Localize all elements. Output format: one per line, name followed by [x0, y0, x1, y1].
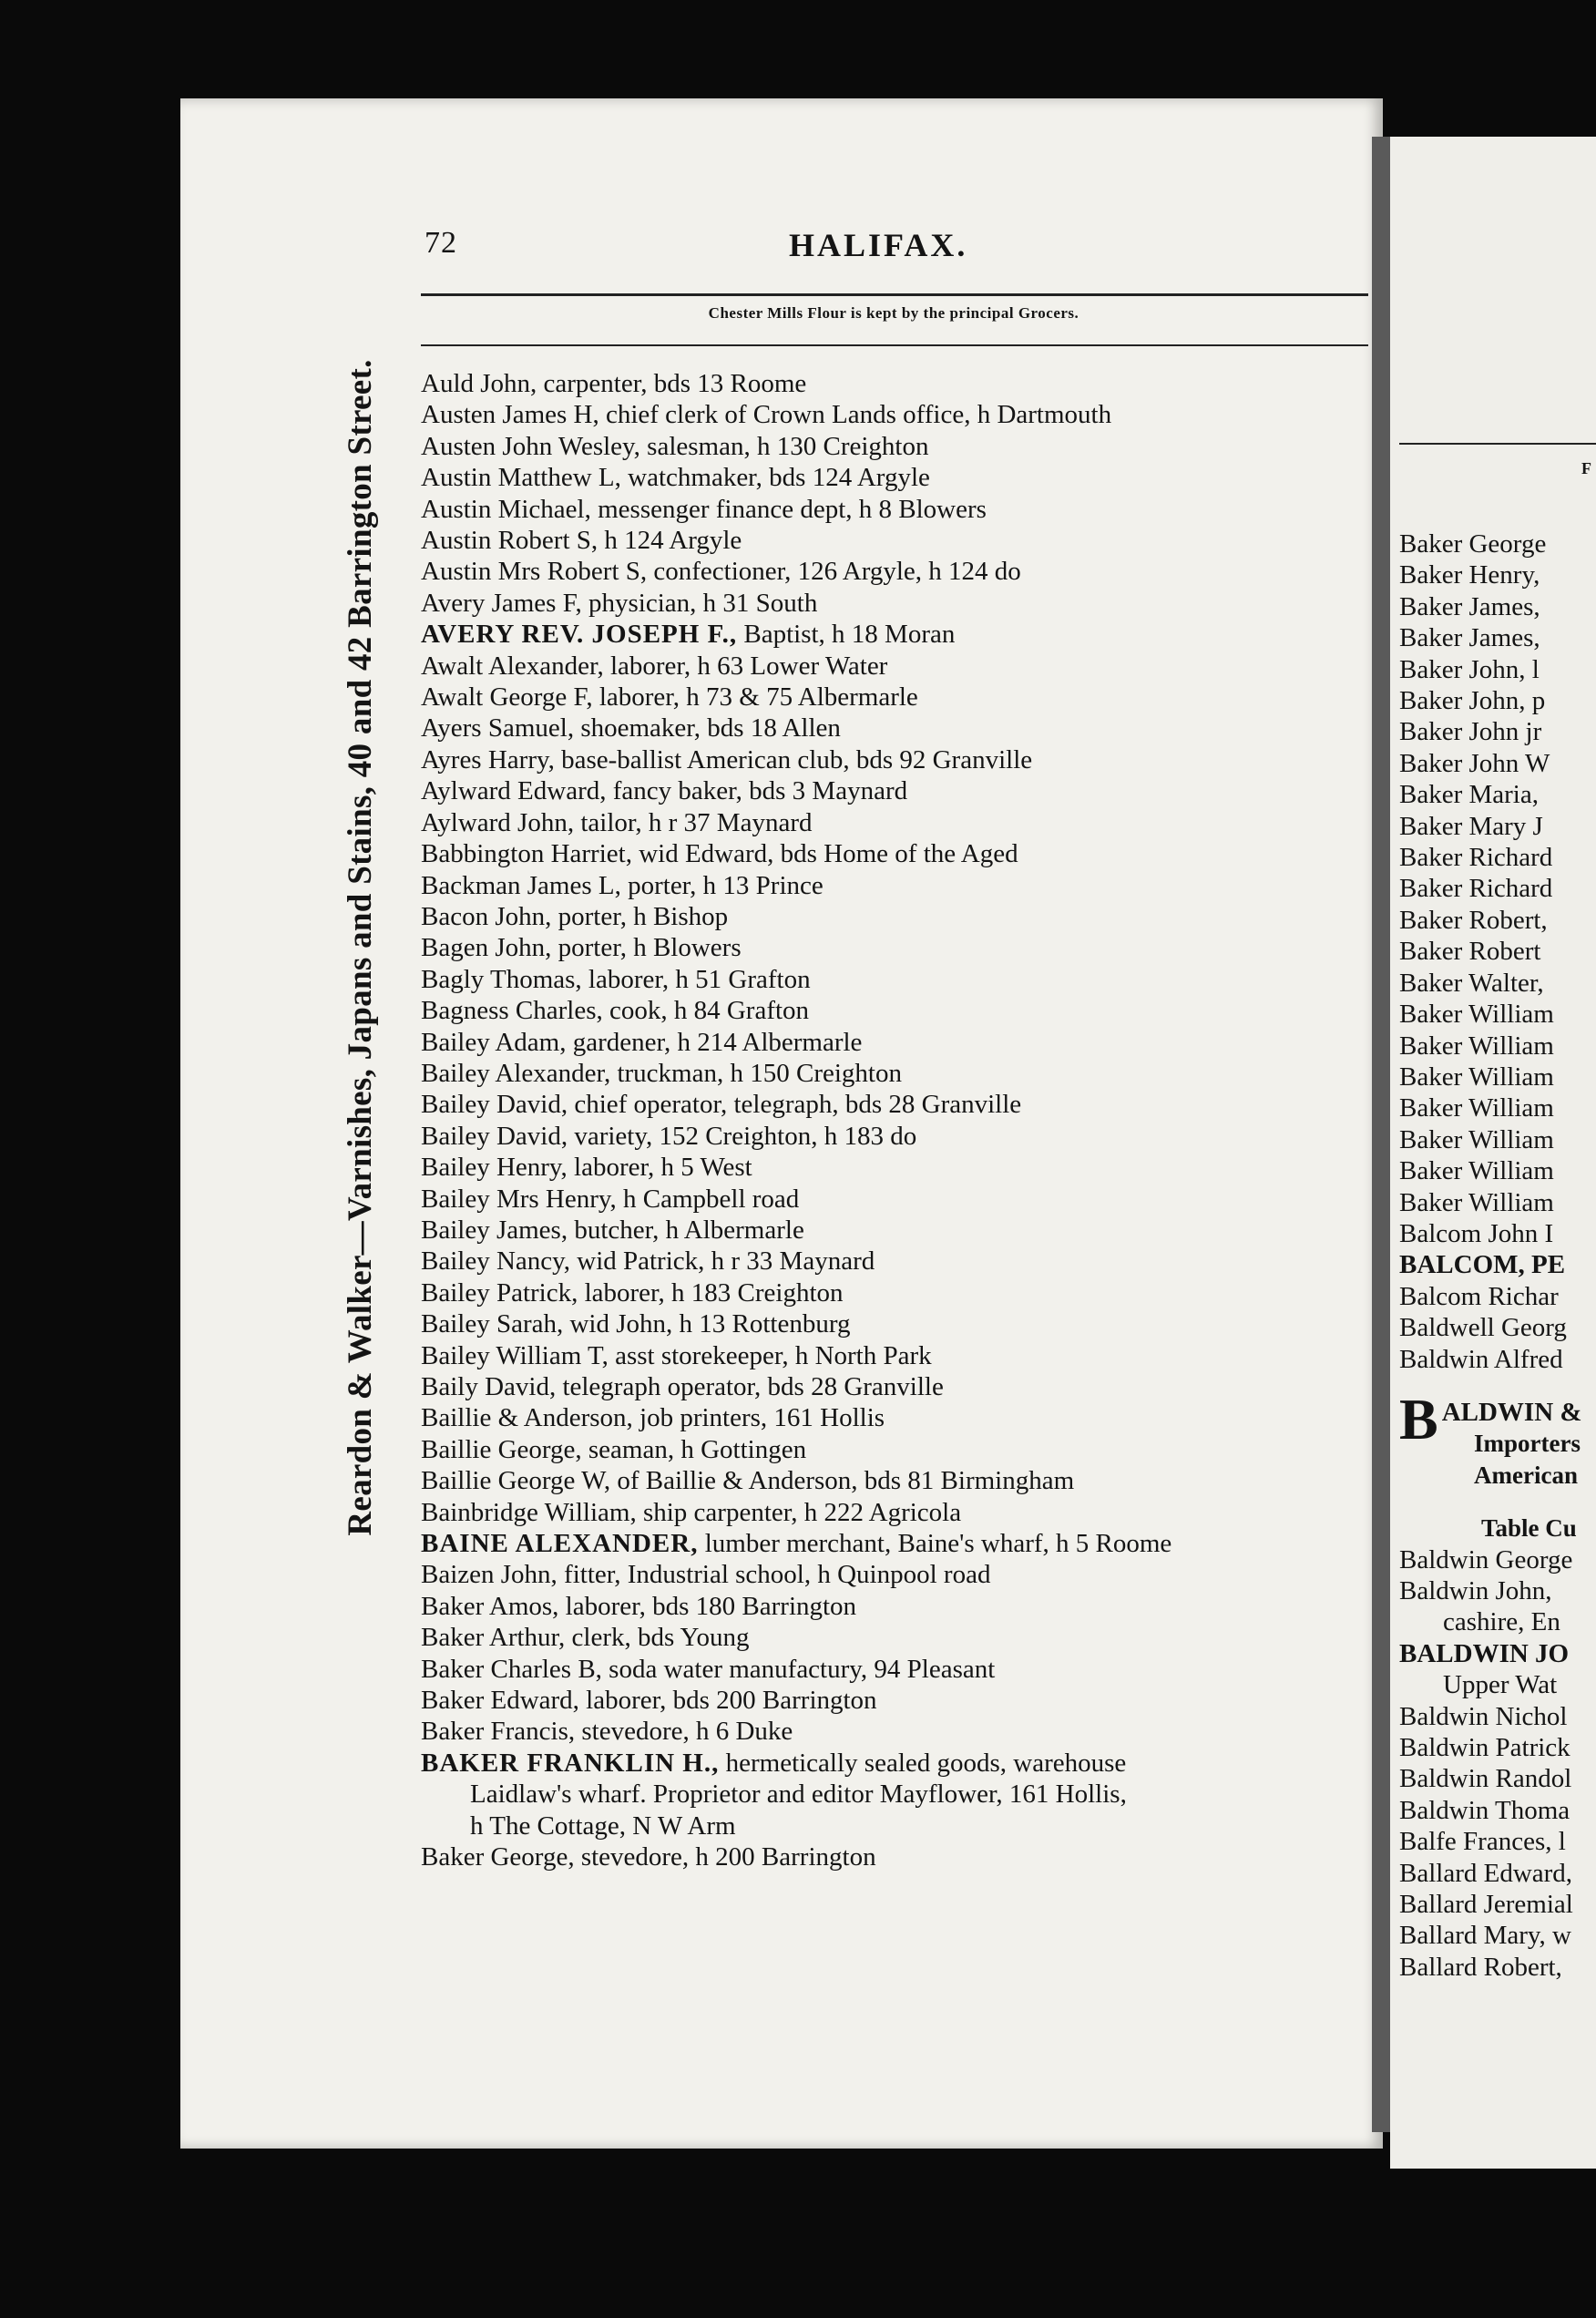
directory-entry: Baillie George, seaman, h Gottingen	[421, 1434, 807, 1464]
right-entry: Baker James,	[1399, 623, 1540, 653]
directory-entry: Austin Robert S, h 124 Argyle	[421, 526, 742, 556]
directory-entry: Awalt Alexander, laborer, h 63 Lower Water	[421, 651, 888, 681]
ad-dropcap: B	[1399, 1386, 1438, 1451]
directory-entry: Aylward John, tailor, h r 37 Maynard	[421, 807, 813, 837]
ad-rule	[421, 344, 1368, 346]
directory-entry: Bailey Sarah, wid John, h 13 Rottenburg	[421, 1309, 851, 1339]
right-entry: Baker James,	[1399, 591, 1540, 621]
directory-entry	[421, 1748, 1368, 1841]
directory-entry: Baizen John, fitter, Industrial school, h Quinpool road	[421, 1560, 991, 1590]
directory-entry: Aylward Edward, fancy baker, bds 3 Maynard	[421, 776, 908, 806]
right-ad-line: Importers	[1474, 1430, 1581, 1458]
directory-entry: Austin Matthew L, watchmaker, bds 124 Argyle	[421, 463, 930, 493]
right-entry: Balcom John I	[1399, 1218, 1554, 1248]
right-header-letter: F	[1581, 459, 1591, 477]
right-entry: Baker Richard	[1399, 843, 1553, 873]
right-entry: Baker Maria,	[1399, 780, 1539, 810]
right-entry: Baker Robert,	[1399, 905, 1548, 935]
directory-entry: Bainbridge William, ship carpenter, h 222 Agricola	[421, 1497, 962, 1527]
right-entry: Baldwin Alfred	[1399, 1344, 1563, 1374]
directory-entry: Bailey Patrick, laborer, h 183 Creighton	[421, 1277, 844, 1308]
directory-entry: Bailey James, butcher, h Albermarle	[421, 1215, 804, 1245]
right-entry: Baldwin George	[1399, 1544, 1573, 1574]
right-entry: Ballard Robert,	[1399, 1952, 1562, 1982]
right-entry: Baker William	[1399, 1187, 1554, 1217]
right-entry: Baker William	[1399, 1062, 1554, 1092]
spacer	[1399, 1491, 1596, 1513]
directory-entry: Baker Amos, laborer, bds 180 Barrington	[421, 1591, 857, 1621]
directory-entry: Bailey Henry, laborer, h 5 West	[421, 1153, 752, 1183]
right-entry: Baker John jr	[1399, 717, 1542, 747]
directory-entry: Bacon John, porter, h Bishop	[421, 901, 729, 931]
right-entry: Baker William	[1399, 1093, 1554, 1123]
right-entry: Baker John, l	[1399, 654, 1540, 684]
directory-entry: Bailey David, variety, 152 Creighton, h 183 do	[421, 1121, 917, 1151]
directory-entry: Bailey Alexander, truckman, h 150 Creighton	[421, 1058, 902, 1088]
directory-entry: Baker Arthur, clerk, bds Young	[421, 1623, 750, 1653]
right-directory-entries	[1399, 528, 1596, 1983]
directory-entry: Baillie & Anderson, job printers, 161 Hollis	[421, 1403, 885, 1433]
right-entry: Baker William	[1399, 1156, 1554, 1186]
right-entry: Baldwin John,	[1399, 1576, 1552, 1605]
directory-entry: Avery James F, physician, h 31 South	[421, 588, 818, 618]
header-rule	[421, 293, 1368, 296]
page-title: HALIFAX.	[789, 227, 968, 263]
ad-line: ALDWIN &	[1441, 1397, 1582, 1427]
entry-name-bold: AVERY REV. JOSEPH F.,	[421, 620, 738, 650]
header-advertisement: Chester Mills Flour is kept by the principal Grocers.	[708, 304, 1079, 322]
right-entry: Upper Wat	[1443, 1670, 1558, 1700]
entry-name-bold: BAKER FRANKLIN H.,	[421, 1748, 720, 1778]
entry-name-bold: BAINE ALEXANDER,	[421, 1529, 699, 1559]
right-entry: Ballard Edward,	[1399, 1858, 1573, 1888]
directory-entry: Bailey Mrs Henry, h Campbell road	[421, 1184, 800, 1214]
directory-entry: Baker Charles B, soda water manufactury, 94 Pleasant	[421, 1654, 996, 1684]
directory-entry: Baker Edward, laborer, bds 200 Barrington	[421, 1686, 877, 1716]
directory-entry: Baker George, stevedore, h 200 Barrington	[421, 1842, 876, 1872]
right-entry: Baker William	[1399, 1000, 1554, 1030]
right-entry: Baker John W	[1399, 748, 1550, 778]
directory-entry: Baillie George W, of Baillie & Anderson, bds 81 Birmingham	[421, 1466, 1075, 1496]
entry-continuation: h The Cottage, N W Arm	[470, 1810, 736, 1841]
entry-continuation: Laidlaw's wharf. Proprietor and editor Mayflower, 161 Hollis,	[470, 1780, 1127, 1810]
right-header-rule	[1399, 443, 1596, 445]
right-entry: Baker Walter,	[1399, 968, 1544, 998]
directory-entry: Babbington Harriet, wid Edward, bds Home of the Aged	[421, 839, 1018, 869]
directory-entry	[421, 619, 1368, 650]
directory-entry: Austen John Wesley, salesman, h 130 Creighton	[421, 431, 929, 461]
directory-entry: Awalt George F, laborer, h 73 & 75 Albermarle	[421, 682, 918, 713]
book-gutter	[1372, 137, 1390, 2132]
right-ad-line: American	[1474, 1461, 1578, 1489]
directory-entry: Backman James L, porter, h 13 Prince	[421, 870, 824, 900]
directory-entry: Bailey Adam, gardener, h 214 Albermarle	[421, 1027, 863, 1057]
directory-entry: Ayers Samuel, shoemaker, bds 18 Allen	[421, 713, 841, 744]
directory-entry: Bailey Nancy, wid Patrick, h r 33 Maynard	[421, 1246, 875, 1277]
directory-entry: Ayres Harry, base-ballist American club, bds 92 Granville	[421, 744, 1033, 774]
right-entry: Baker John, p	[1399, 686, 1546, 716]
directory-entry: Baily David, telegraph operator, bds 28 Granville	[421, 1372, 944, 1401]
right-entry: Baker Henry,	[1399, 560, 1540, 590]
right-entry: Balcom Richar	[1399, 1281, 1559, 1311]
directory-entry	[421, 1528, 1368, 1559]
right-entry: Baldwin Nichol	[1399, 1701, 1568, 1731]
directory-entry: Bailey William T, asst storekeeper, h North Park	[421, 1340, 932, 1370]
side-advertisement: Reardon & Walker—Varnishes, Japans and Stains, 40 and 42 Barrington Street.	[342, 359, 379, 1536]
entry-details: lumber merchant, Baine's wharf, h 5 Roome	[698, 1529, 1172, 1559]
right-entry: Baker William	[1399, 1124, 1554, 1154]
right-entry: Baldwin Randol	[1399, 1764, 1572, 1794]
right-entry: Baker Robert	[1399, 937, 1541, 967]
directory-entries	[421, 368, 1368, 1873]
directory-entry: Auld John, carpenter, bds 13 Roome	[421, 369, 807, 398]
right-entry: BALCOM, PE	[1399, 1250, 1566, 1280]
right-entry: Ballard Jeremial	[1399, 1890, 1573, 1920]
right-entry: Baker William	[1399, 1031, 1554, 1061]
directory-entry: Bagly Thomas, laborer, h 51 Grafton	[421, 964, 811, 994]
entry-details: hermetically sealed goods, warehouse	[719, 1748, 1127, 1778]
page-number: 72	[425, 226, 457, 260]
right-entry: Baldwin Patrick	[1399, 1733, 1570, 1763]
right-entry: Ballard Mary, w	[1399, 1921, 1571, 1951]
right-entry: Baker Richard	[1399, 874, 1553, 904]
right-entry: BALDWIN JO	[1399, 1638, 1570, 1668]
right-page	[1390, 137, 1596, 2169]
directory-entry: Bagness Charles, cook, h 84 Grafton	[421, 996, 810, 1026]
directory-entry: Baker Francis, stevedore, h 6 Duke	[421, 1717, 793, 1747]
directory-entry: Austen James H, chief clerk of Crown Lands office, h Dartmouth	[421, 400, 1112, 430]
right-entry: Baker George	[1399, 529, 1547, 559]
right-entry: Balfe Frances, l	[1399, 1827, 1566, 1857]
right-entry: Baldwell Georg	[1399, 1313, 1567, 1343]
directory-entry: Bailey David, chief operator, telegraph, bds 28 Granville	[421, 1090, 1022, 1120]
entry-details: Baptist, h 18 Moran	[737, 620, 956, 650]
right-entry: cashire, En	[1443, 1607, 1560, 1637]
running-head	[425, 226, 1363, 272]
right-ad-line: Table Cu	[1481, 1514, 1577, 1543]
directory-entry: Bagen John, porter, h Blowers	[421, 933, 742, 963]
right-entry: Baker Mary J	[1399, 811, 1543, 841]
right-entry: Baldwin Thoma	[1399, 1795, 1570, 1825]
directory-entry: Austin Michael, messenger finance dept, h 8 Blowers	[421, 494, 987, 524]
directory-entry: Austin Mrs Robert S, confectioner, 126 Argyle, h 124 do	[421, 557, 1021, 587]
